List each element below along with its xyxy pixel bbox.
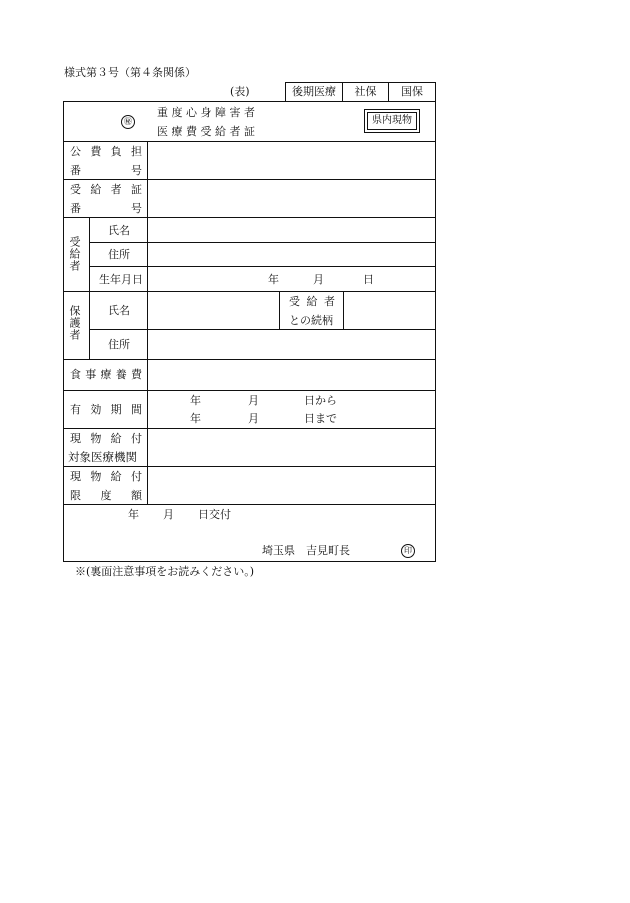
label-char: 物	[90, 432, 102, 445]
validity-from-year: 年	[190, 394, 201, 407]
meal-cost-label	[70, 369, 142, 380]
label-char: 給	[110, 432, 122, 445]
footnote: ※(裏面注意事項をお読みください。)	[75, 565, 255, 578]
confidential-mark: ㊙	[121, 115, 135, 129]
recipient-birth-label: 生年月日	[99, 273, 143, 286]
guardian-name-label: 氏名	[108, 304, 130, 317]
payer-number-label-2	[70, 165, 142, 176]
stamp-text: 県内現物	[372, 115, 412, 126]
validity-to-year: 年	[190, 412, 201, 425]
insurance-type-kouki: 後期医療	[292, 85, 336, 98]
validity-to-month: 月	[248, 412, 259, 425]
label-char: 給	[90, 183, 102, 196]
label-char: 食	[70, 368, 81, 381]
recipient-number-label-1	[70, 184, 142, 195]
guardian-relation-label-2: との続柄	[289, 314, 333, 327]
recipient-address-label: 住所	[108, 248, 130, 261]
recipient-birth-month: 月	[313, 273, 324, 286]
recipient-number-label-2	[70, 203, 142, 214]
label-char: 付	[130, 470, 142, 483]
side-label: (表)	[230, 85, 250, 98]
label-char: 限	[70, 489, 81, 502]
label-char: 事	[85, 368, 97, 381]
label-char: 度	[100, 489, 112, 502]
recipient-group-label: 受給者	[68, 236, 81, 272]
label-char: 養	[115, 368, 127, 381]
guardian-relation-label-1	[289, 296, 335, 307]
issuer-seal: 印	[401, 544, 415, 558]
label-char: 者	[110, 183, 122, 196]
label-char: 給	[110, 470, 122, 483]
label-char: 物	[90, 470, 102, 483]
validity-to-day: 日まで	[304, 412, 337, 425]
label-char: 期	[110, 403, 122, 416]
recipient-birth-day: 日	[363, 273, 374, 286]
guardian-group-label: 保護者	[68, 305, 81, 341]
label-char: 給	[306, 295, 318, 308]
stamp-kennai-genbutsu	[364, 109, 420, 133]
label-char: 番	[70, 202, 81, 215]
form-number: 様式第３号（第４条関係）	[64, 66, 196, 79]
label-char: 効	[90, 403, 102, 416]
issue-year: 年	[128, 508, 139, 521]
label-char: 額	[131, 489, 142, 502]
label-char: 証	[130, 183, 142, 196]
limit-label-2	[70, 490, 142, 501]
payer-number-label-1	[70, 146, 142, 157]
label-char: 者	[324, 295, 335, 308]
recipient-birth-year: 年	[268, 273, 279, 286]
label-char: 番	[70, 164, 81, 177]
guardian-address-label: 住所	[108, 338, 130, 351]
label-char: 受	[70, 183, 81, 196]
label-char: 負	[110, 145, 122, 158]
insurance-type-shaho: 社保	[354, 85, 377, 98]
label-char: 公	[70, 145, 81, 158]
label-char: 現	[70, 432, 81, 445]
label-char: 現	[70, 470, 81, 483]
recipient-name-label: 氏名	[108, 224, 130, 237]
label-char: 受	[289, 295, 300, 308]
validity-label	[70, 404, 142, 415]
title-line-2: 医療費受給者証	[157, 125, 259, 138]
label-char: 号	[131, 164, 142, 177]
label-char: 療	[100, 368, 112, 381]
limit-label-1	[70, 471, 142, 482]
institution-label-1	[70, 433, 142, 444]
label-char: 付	[130, 432, 142, 445]
label-char: 担	[130, 145, 142, 158]
validity-from-day: 日から	[304, 394, 337, 407]
label-char: 有	[70, 403, 81, 416]
label-char: 費	[131, 368, 142, 381]
label-char: 間	[130, 403, 142, 416]
issue-month: 月	[163, 508, 174, 521]
issuer-name: 埼玉県 吉見町長	[262, 544, 350, 557]
insurance-type-kokuho: 国保	[401, 85, 423, 98]
title-line-1: 重度心身障害者	[157, 106, 259, 119]
label-char: 費	[90, 145, 102, 158]
validity-from-month: 月	[248, 394, 259, 407]
issue-day: 日交付	[198, 508, 231, 521]
institution-label-2: 対象医療機関	[68, 450, 137, 464]
label-char: 号	[131, 202, 142, 215]
